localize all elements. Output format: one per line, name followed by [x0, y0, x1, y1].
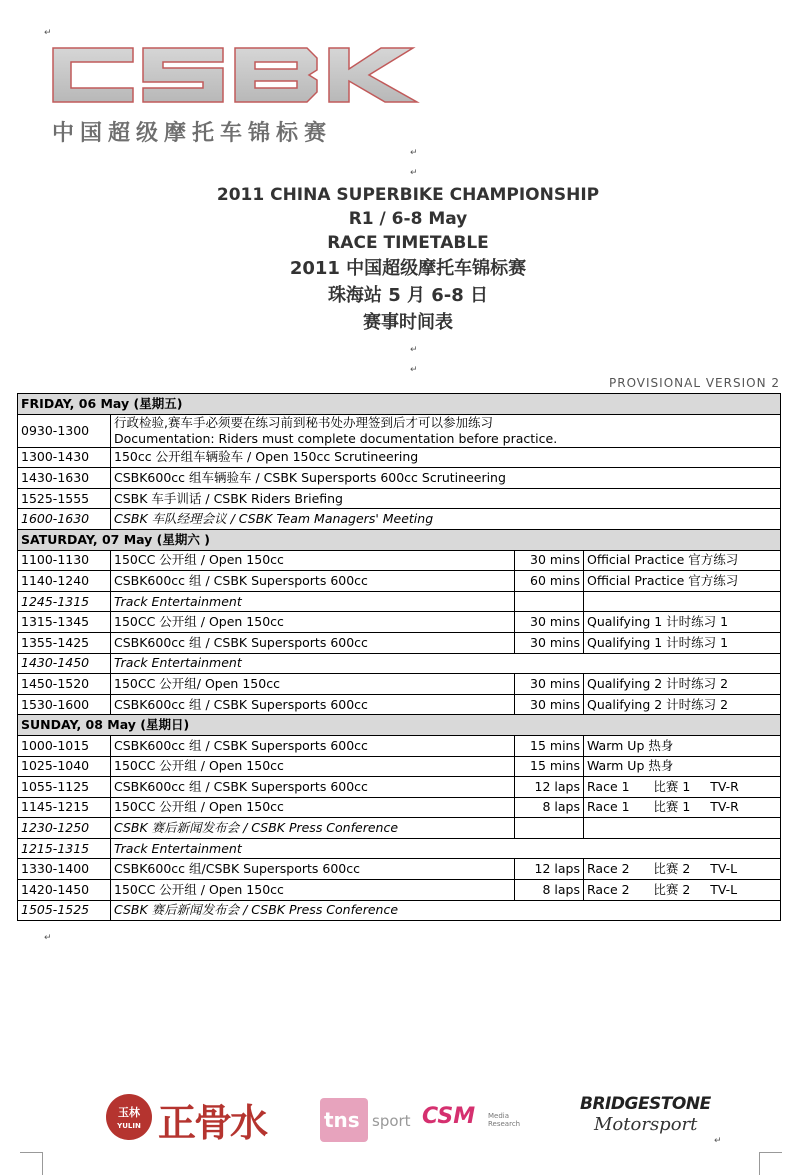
logo-subtitle: 中国超级摩托车锦标赛	[52, 121, 333, 146]
zhenggushui-logo: 正骨水	[158, 1101, 267, 1145]
table-row: 1055-1125 CSBK600cc 组 / CSBK Supersports 600cc 12 laps Race 1 比赛 1 TV-R	[18, 777, 781, 798]
table-row: 1230-1250 CSBK 赛后新闻发布会 / CSBK Press Conference	[18, 818, 781, 839]
csbk-logo	[45, 42, 425, 112]
tns-logo-badge: tns	[320, 1098, 368, 1142]
table-row: 1600-1630 CSBK 车队经理会议 / CSBK Team Managers' Meeting	[18, 509, 781, 530]
title-line-2: R1 / 6-8 May	[348, 209, 468, 229]
motorsport-text: Motorsport	[594, 1114, 698, 1135]
header-titles	[0, 183, 800, 336]
table-row: 1300-1430 150cc 公开组车辆验车 / Open 150cc Scrutineering	[18, 447, 781, 468]
title-line-3: RACE TIMETABLE	[327, 233, 489, 253]
crop-mark	[20, 1152, 43, 1175]
title-line-1: 2011 CHINA SUPERBIKE CHAMPIONSHIP	[216, 185, 600, 205]
table-row: 1450-1520 150CC 公开组/ Open 150cc 30 mins Qualifying 2 计时练习 2	[18, 674, 781, 695]
crop-mark	[759, 1152, 782, 1175]
csm-logo: CSM	[422, 1104, 476, 1129]
event-cn: 行政检验,赛车手必须要在练习前到秘书处办理签到后才可以参加练习	[114, 414, 493, 430]
day-heading-saturday: SATURDAY, 07 May (星期六 )	[18, 529, 781, 550]
day-heading-friday: FRIDAY, 06 May (星期五)	[18, 394, 781, 415]
table-row: 1330-1400 CSBK600cc 组/CSBK Supersports 600cc 12 laps Race 2 比赛 2 TV-L	[18, 859, 781, 880]
table-row: 1245-1315 Track Entertainment	[18, 591, 781, 612]
table-row: 1025-1040 150CC 公开组 / Open 150cc 15 mins Warm Up 热身	[18, 756, 781, 777]
table-row: 1530-1600 CSBK600cc 组 / CSBK Supersports 600cc 30 mins Qualifying 2 计时练习 2	[18, 694, 781, 715]
table-row: 1420-1450 150CC 公开组 / Open 150cc 8 laps Race 2 比赛 2 TV-L	[18, 880, 781, 901]
title-line-4: 2011 中国超级摩托车锦标赛	[289, 258, 527, 279]
table-row: 0930-1300 行政检验,赛车手必须要在练习前到秘书处办理签到后才可以参加练习 Documentation: Riders must complete documentation before practice.	[18, 414, 781, 447]
table-row: 1215-1315 Track Entertainment	[18, 838, 781, 859]
title-line-6: 赛事时间表	[363, 312, 453, 333]
version-label: PROVISIONAL VERSION 2	[609, 376, 780, 390]
day-heading-sunday: SUNDAY, 08 May (星期日)	[18, 715, 781, 736]
sponsor-footer	[0, 1090, 800, 1150]
table-row: 1100-1130 150CC 公开组 / Open 150cc 30 mins Official Practice 官方练习	[18, 550, 781, 571]
table-row: 1430-1630 CSBK600cc 组车辆验车 / CSBK Supersports 600cc Scrutineering	[18, 468, 781, 489]
table-row: 1000-1015 CSBK600cc 组 / CSBK Supersports 600cc 15 mins Warm Up 热身	[18, 735, 781, 756]
table-row: 1140-1240 CSBK600cc 组 / CSBK Supersports 600cc 60 mins Official Practice 官方练习	[18, 571, 781, 592]
table-row: 1355-1425 CSBK600cc 组 / CSBK Supersports 600cc 30 mins Qualifying 1 计时练习 1	[18, 632, 781, 653]
title-line-5: 珠海站 5 月 6-8 日	[327, 285, 489, 306]
table-row: 1430-1450 Track Entertainment	[18, 653, 781, 674]
timetable	[17, 393, 781, 921]
event-en: Documentation: Riders must complete documentation before practice.	[114, 430, 558, 446]
yulin-emblem-icon: 玉林 YULIN	[106, 1094, 152, 1140]
table-row: 1525-1555 CSBK 车手训话 / CSBK Riders Briefing	[18, 488, 781, 509]
csm-subtitle: Media Research	[488, 1112, 521, 1128]
table-row: 1315-1345 150CC 公开组 / Open 150cc 30 mins Qualifying 1 计时练习 1	[18, 612, 781, 633]
tns-sport-text: sport	[372, 1112, 411, 1130]
table-row: 1505-1525 CSBK 赛后新闻发布会 / CSBK Press Conference	[18, 900, 781, 921]
csbk-logo-graphic	[45, 42, 425, 108]
bridgestone-logo: BRIDGESTONE	[580, 1094, 711, 1114]
table-row: 1145-1215 150CC 公开组 / Open 150cc 8 laps Race 1 比赛 1 TV-R	[18, 797, 781, 818]
